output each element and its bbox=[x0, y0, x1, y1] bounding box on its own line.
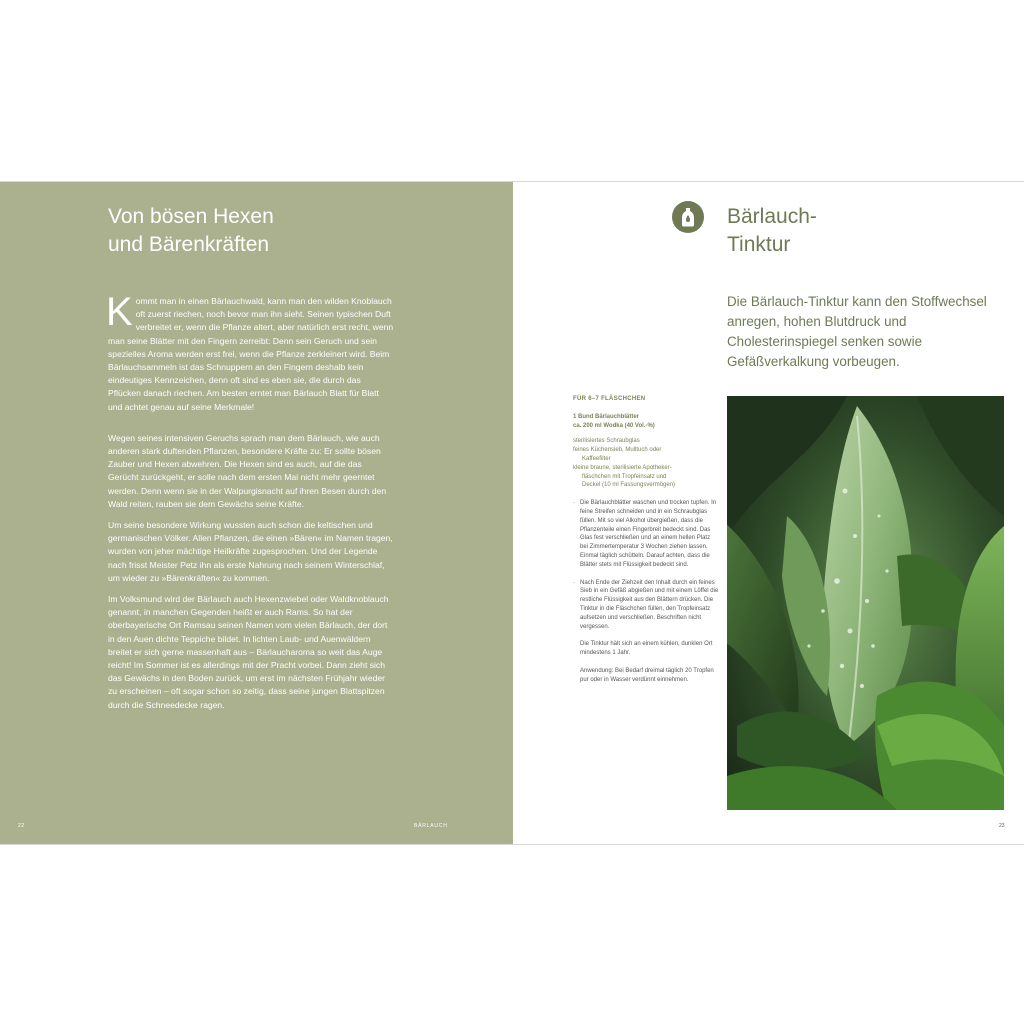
page-number-left: 22 bbox=[18, 823, 25, 829]
ingredient-list bbox=[573, 413, 719, 431]
equipment-list bbox=[573, 437, 719, 490]
equipment-item: Deckel (10 ml Fassungsvermögen) bbox=[582, 482, 676, 489]
left-title-line2: und Bärenkräften bbox=[108, 233, 270, 256]
book-spread bbox=[0, 181, 1024, 845]
equipment-item: Kaffeefilter bbox=[582, 455, 611, 462]
body-paragraph: Wegen seines intensiven Geruchs sprach man dem Bärlauch, wie auch anderen stark duftenden Pflanzen, besondere Kräfte zu: Er sollte bösen Zauber und Hexen abwehren. Die Hexen sind es auch, auf die das Gerücht zurückgeht, er solle nach dem ersten Mai nicht mehr geerntet werden. Denn wenn sie in der Walpurgisnacht auf ihren Besen durch den Wald reiten, rauben sie dem Gewächs seine Kräfte. bbox=[108, 432, 387, 509]
recipe-title bbox=[727, 203, 977, 259]
step-bullet: · bbox=[573, 500, 575, 507]
intro-text: ommt man in einen Bärlauchwald, kann man den wilden Knoblauch oft zuerst riechen, noch bevor man ihn sieht. Seinen typischen Duft verbreitet er, wenn die Pflanze altert, aber natürlich erst recht, wenn man seine Blätter mit den Fingern zerreibt: Denn sein Geruch und sein spezielles Aroma werden erst frei, wenn die Pflanze zerkleinert wird. Beim Bärlauchsammeln ist das Schnuppern an den Fingern deshalb kein eindeutiges Kennzeichen, denn oft sind es eben sie, die durch das Pflücken danach riechen. Am besten erntet man Bärlauch Blatt für Blatt und achtet genau auf seine Merkmale! bbox=[108, 296, 394, 412]
recipe-title-line1: Bärlauch- bbox=[727, 205, 817, 228]
ingredient-item: 1 Bund Bärlauchblätter bbox=[573, 413, 640, 420]
intro-paragraph bbox=[106, 290, 394, 414]
recipe-step-text: Nach Ende der Ziehzeit den Inhalt durch ein feines Sieb in ein Gefäß abgießen und mit einem Löffel die restliche Flüssigkeit aus den Blättern drücken. Die Tinktur in die Fläschchen füllen, den Tropfeinsatz aufsetzen und verschließen. Beschriften nicht vergessen. bbox=[580, 579, 719, 630]
equipment-item: feines Küchensieb, Mulltuch oder bbox=[573, 447, 662, 454]
lead-text: Die Bärlauch-Tinktur kann den Stoffwechsel anregen, hohen Blutdruck und Cholesterinspiegel senken sowie Gefäßverkalkung vorbeugen. bbox=[727, 294, 987, 369]
equipment-item: sterilisiertes Schraubglas bbox=[573, 438, 640, 445]
yield-heading: FÜR 6–7 FLÄSCHCHEN bbox=[573, 396, 646, 402]
right-page bbox=[513, 182, 1024, 844]
step-bullet: · bbox=[573, 579, 575, 586]
page-number-right: 23 bbox=[999, 823, 1005, 829]
recipe-step-text: Die Bärlauchblätter waschen und trocken tupfen. In feine Streifen schneiden und in ein Schraubglas füllen. Mit so viel Alkohol übergießen, dass die Pflanzenteile einen Fingerbreit bedeckt sind. Das Glas fest verschließen und an einem hellen Platz bei Zimmertemperatur 3 Wochen ziehen lassen. Einmal täglich schütteln. Darauf achten, dass die Blätter stets mit Flüssigkeit bedeckt sind. bbox=[580, 500, 717, 568]
equipment-item: fläschchen mit Tropfeinsatz und bbox=[582, 473, 667, 480]
recipe-title-line2: Tinktur bbox=[727, 233, 791, 256]
running-head: BÄRLAUCH bbox=[414, 823, 448, 829]
recipe-column bbox=[573, 395, 719, 694]
usage-note: Anwendung: Bei Bedarf dreimal täglich 20 Tropfen pur oder in Wasser verdünnt einnehmen. bbox=[580, 667, 714, 683]
recipe-step bbox=[573, 499, 719, 569]
recipe-step bbox=[573, 579, 719, 632]
left-body-text bbox=[106, 290, 394, 720]
bottle-icon bbox=[672, 201, 704, 233]
body-paragraph: Um seine besondere Wirkung wussten auch schon die keltischen und germanischen Völker. Allen Pflanzen, die einen »Bären« im Namen tragen, wurden von jeher mächtige Heilkräfte zugesprochen. Und der Legende nach frisst Meister Petz ihn als erste Nahrung nach seinem Winterschlaf, um wieder zu »Bärenkräften« zu kommen. bbox=[108, 520, 393, 583]
left-title-line1: Von bösen Hexen bbox=[108, 205, 274, 228]
body-paragraph: Im Volksmund wird der Bärlauch auch Hexenzwiebel oder Waldknoblauch genannt, in manchen Gegenden heißt er auch Rams. So hat der oberbayerische Ort Ramsau seinen Namen vom vielen Bärlauch, der dort in den Auen dichte Teppiche bildet. In lichten Laub- und Auenwäldern breitet er sich gerne massenhaft aus – Bärlaucharoma so weit das Auge reicht! Im Sommer ist es allerdings mit der Pracht vorbei. Dann zieht sich das Gewächs in den Boden zurück, um erst im nächsten Frühjahr wieder zu erscheinen – oft sogar schon so zeitig, dass seine jungen Blattspitzen durch die Schneedecke ragen. bbox=[108, 594, 389, 710]
ingredient-item: ca. 200 ml Wodka (40 Vol.-%) bbox=[573, 422, 655, 429]
left-page-title bbox=[108, 203, 468, 259]
left-page bbox=[0, 182, 513, 844]
equipment-item: kleine braune, sterilisierte Apotheker- bbox=[573, 464, 672, 471]
storage-note: Die Tinktur hält sich an einem kühlen, dunklen Ort mindestens 1 Jahr. bbox=[580, 641, 713, 657]
wild-garlic-photo bbox=[727, 396, 1004, 810]
drop-cap: K bbox=[106, 290, 133, 334]
